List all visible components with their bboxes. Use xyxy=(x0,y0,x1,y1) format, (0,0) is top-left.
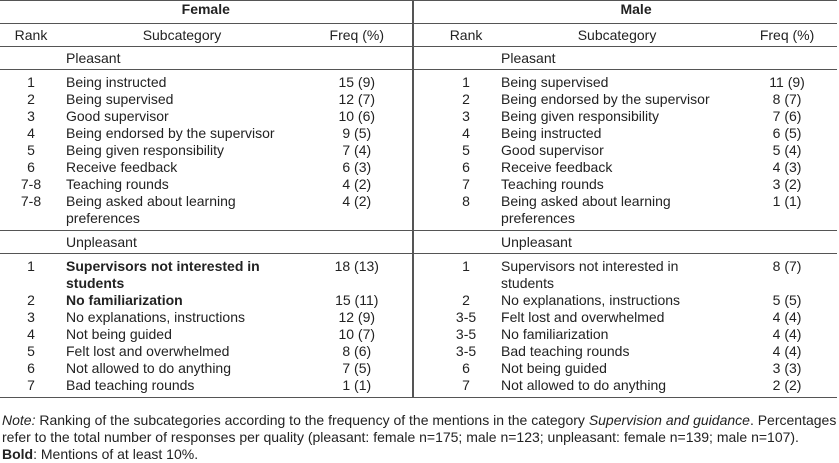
female-rank: 2 xyxy=(27,91,35,107)
table-row xyxy=(0,377,837,398)
male-rank: 1 xyxy=(462,74,470,90)
female-freq: 4 (2) xyxy=(302,193,412,231)
male-subcategory: Supervisors not interested in students xyxy=(501,258,679,291)
female-freq: 15 (11) xyxy=(335,292,379,308)
male-subcategory: Being given responsibility xyxy=(501,108,660,124)
male-subcategory: Being asked about learning preferences xyxy=(497,193,737,231)
female-subcategory: Being given responsibility xyxy=(66,142,224,158)
male-subcategory: Receive feedback xyxy=(501,159,613,175)
table-row xyxy=(0,125,837,142)
female-subcategory: No familiarization xyxy=(66,292,183,308)
male-rank: 3-5 xyxy=(455,326,477,342)
female-section-label: Unpleasant xyxy=(62,231,302,254)
female-rank: 1 xyxy=(27,258,35,274)
male-subcategory: Teaching rounds xyxy=(501,176,604,192)
male-freq: 4 (4) xyxy=(772,343,802,359)
male-rank: 8 xyxy=(435,193,497,231)
female-subcategory: Not being guided xyxy=(66,326,172,342)
male-freq: 5 (4) xyxy=(772,142,802,158)
male-rank: 3-5 xyxy=(455,309,477,325)
male-freq: 6 (5) xyxy=(772,125,802,141)
male-rank: 3 xyxy=(462,108,470,124)
male-rank: 7 xyxy=(462,176,470,192)
table-row xyxy=(0,309,837,326)
table-row xyxy=(0,91,837,108)
section-header-row xyxy=(0,47,837,70)
male-subcategory: Bad teaching rounds xyxy=(501,343,630,359)
male-rank: 1 xyxy=(462,258,470,274)
male-rank: 6 xyxy=(462,159,470,175)
female-subcategory: Being supervised xyxy=(66,91,174,107)
note-label: Note: xyxy=(2,412,36,428)
female-rank: 3 xyxy=(27,309,35,325)
male-subcategory: Not being guided xyxy=(501,360,607,376)
female-freq: 1 (1) xyxy=(302,377,412,398)
female-freq: 12 (7) xyxy=(338,91,376,107)
female-subcategory: Supervisors not interested in students xyxy=(66,258,260,291)
female-rank: 5 xyxy=(27,142,35,158)
table-row xyxy=(0,343,837,360)
female-freq: 8 (6) xyxy=(342,343,372,359)
female-rank: 6 xyxy=(27,360,35,376)
note-text-2: . Percentages refer to the total number of responses per quality (pleasant: female n=175; male n=123; unpleasant: female n=139; male n=107). xyxy=(2,412,837,445)
female-freq-header: Freq (%) xyxy=(302,24,412,47)
table-row xyxy=(0,193,837,231)
table-row xyxy=(0,254,837,293)
male-freq: 3 (2) xyxy=(772,176,802,192)
female-subcategory: Being instructed xyxy=(66,74,167,90)
table-row xyxy=(0,108,837,125)
female-subcategory: Bad teaching rounds xyxy=(62,377,302,398)
female-subcategory: Felt lost and overwhelmed xyxy=(66,343,230,359)
male-subcategory: Being instructed xyxy=(501,125,602,141)
note-text-1: Ranking of the subcategories according to the frequency of the mentions in the category xyxy=(35,412,589,428)
female-rank: 2 xyxy=(27,292,35,308)
female-section-label: Pleasant xyxy=(62,47,302,70)
male-rank-header: Rank xyxy=(435,24,497,47)
female-freq: 12 (9) xyxy=(338,309,376,325)
note-bold-word: Bold xyxy=(2,446,34,462)
table-row xyxy=(0,292,837,309)
male-rank: 2 xyxy=(462,91,470,107)
male-subcategory: Not allowed to do anything xyxy=(497,377,737,398)
note-category: Supervision and guidance xyxy=(588,412,750,428)
table-row xyxy=(0,326,837,343)
female-rank: 7-8 xyxy=(0,193,62,231)
male-subcategory: Felt lost and overwhelmed xyxy=(501,309,665,325)
female-rank: 7-8 xyxy=(20,176,42,192)
male-subcategory: No familiarization xyxy=(501,326,609,342)
male-rank: 2 xyxy=(462,292,470,308)
female-group-header: Female xyxy=(0,1,412,24)
male-freq: 1 (1) xyxy=(737,193,837,231)
female-subcategory: Good supervisor xyxy=(66,108,169,124)
male-rank: 4 xyxy=(462,125,470,141)
male-section-label: Unpleasant xyxy=(497,231,737,254)
table-row xyxy=(0,360,837,377)
male-freq: 4 (4) xyxy=(772,309,802,325)
ranking-table-body xyxy=(0,47,837,398)
female-freq: 15 (9) xyxy=(338,74,376,90)
male-freq-header: Freq (%) xyxy=(737,24,837,47)
male-freq: 7 (6) xyxy=(772,108,802,124)
female-freq: 10 (7) xyxy=(338,326,376,342)
female-subcategory: Not allowed to do anything xyxy=(66,360,231,376)
male-freq: 5 (5) xyxy=(772,292,802,308)
male-freq: 11 (9) xyxy=(769,74,805,90)
female-rank: 5 xyxy=(27,343,35,359)
section-header-row xyxy=(0,231,837,254)
table-row xyxy=(0,142,837,159)
female-subcategory: Being endorsed by the supervisor xyxy=(66,125,275,141)
note-text-3: : Mentions of at least 10%. xyxy=(33,446,199,462)
female-rank-header: Rank xyxy=(0,24,62,47)
male-group-header: Male xyxy=(435,1,837,24)
male-rank: 5 xyxy=(462,142,470,158)
table-note xyxy=(2,412,837,463)
male-freq: 2 (2) xyxy=(737,377,837,398)
male-rank: 6 xyxy=(462,360,470,376)
male-subcategory: No explanations, instructions xyxy=(501,292,681,308)
male-subcategory: Good supervisor xyxy=(501,142,604,158)
female-subcategory: Receive feedback xyxy=(66,159,178,175)
female-rank: 4 xyxy=(27,326,35,342)
female-freq: 9 (5) xyxy=(342,125,372,141)
table-row xyxy=(0,176,837,193)
female-subcategory-header: Subcategory xyxy=(62,24,302,47)
male-freq: 3 (3) xyxy=(772,360,802,376)
female-rank: 3 xyxy=(27,108,35,124)
male-freq: 4 (4) xyxy=(772,326,802,342)
female-rank: 7 xyxy=(0,377,62,398)
female-freq: 4 (2) xyxy=(342,176,372,192)
female-subcategory: Being asked about learning preferences xyxy=(62,193,302,231)
female-subcategory: Teaching rounds xyxy=(66,176,169,192)
female-freq: 6 (3) xyxy=(342,159,372,175)
male-freq: 4 (3) xyxy=(772,159,802,175)
female-rank: 6 xyxy=(27,159,35,175)
female-freq: 7 (5) xyxy=(342,360,372,376)
table-row xyxy=(0,70,837,92)
female-subcategory: No explanations, instructions xyxy=(66,309,245,325)
male-rank: 7 xyxy=(435,377,497,398)
male-section-label: Pleasant xyxy=(497,47,737,70)
male-subcategory-header: Subcategory xyxy=(497,24,737,47)
female-freq: 18 (13) xyxy=(334,258,379,274)
male-subcategory: Being endorsed by the supervisor xyxy=(501,91,710,107)
male-subcategory: Being supervised xyxy=(501,74,609,90)
male-rank: 3-5 xyxy=(455,343,477,359)
female-freq: 10 (6) xyxy=(338,108,376,124)
table-row xyxy=(0,159,837,176)
female-rank: 4 xyxy=(27,125,35,141)
male-freq: 8 (7) xyxy=(772,91,802,107)
male-freq: 8 (7) xyxy=(772,258,802,274)
female-freq: 7 (4) xyxy=(342,142,372,158)
female-rank: 1 xyxy=(27,74,35,90)
